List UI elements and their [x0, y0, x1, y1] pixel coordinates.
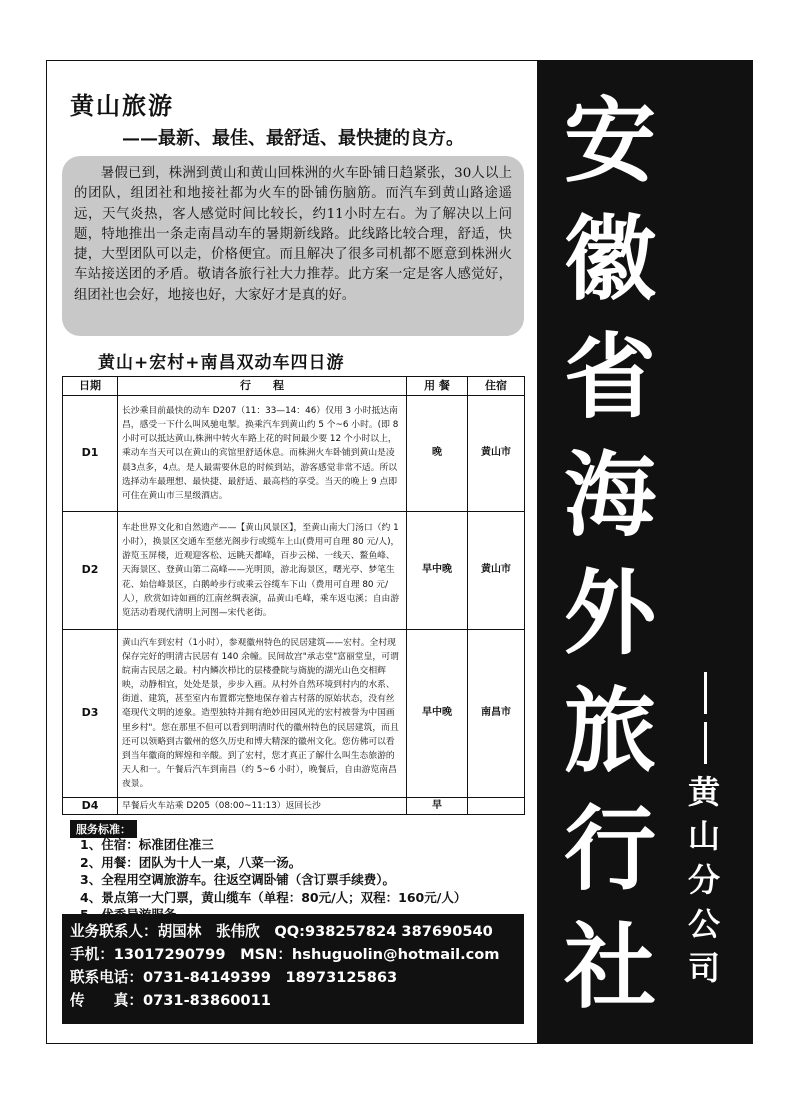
- agency-char: 行: [563, 795, 656, 903]
- dash-segment: [704, 722, 707, 764]
- branch-char: 公: [687, 905, 720, 943]
- header-stay: 住宿: [468, 377, 525, 396]
- day-cell: D3: [63, 630, 118, 798]
- day-cell: D1: [63, 396, 118, 512]
- branch-char: 分: [687, 861, 720, 899]
- branch-char: 黄: [687, 773, 720, 811]
- agency-char: 徽: [563, 205, 656, 313]
- service-list: [80, 836, 466, 924]
- day-cell: D4: [63, 798, 118, 815]
- branch-dash: [702, 672, 708, 772]
- table-row: [63, 396, 525, 512]
- table-row: [63, 512, 525, 630]
- desc-cell: 早餐后火车站乘 D205（08:00~11:13）返回长沙: [118, 798, 407, 815]
- stay-cell: 黄山市: [468, 396, 525, 512]
- desc-cell: 车赴世界文化和自然遗产——【黄山风景区】，至黄山南大门汤口（约 1 小时），换景区交通车至慈光阁步行或缆车上山(费用可自理 80 元/人)，游览玉屏楼，近观迎客松、远眺天都峰，百步云梯、一线天、鳌鱼峰、天海景区、登黄山第二高峰——光明顶，游北海景区，曙光亭、梦笔生花、始信峰景区，白鹅岭步行或乘云谷缆车下山（费用可自理 80 元/人），欣赏如诗如画的江南丝绸表演，品黄山毛峰，乘车返屯溪；自由游览活动看现代清明上河图—宋代老街。: [118, 512, 407, 630]
- contact-mobile: 手机：13017290799 MSN：hshuguolin@hotmail.com: [70, 946, 500, 963]
- agency-banner: [538, 60, 753, 1044]
- day-cell: D2: [63, 512, 118, 630]
- table-row: [63, 798, 525, 815]
- agency-name: [550, 82, 670, 1026]
- dash-segment: [704, 672, 707, 714]
- header-meals: 用 餐: [407, 377, 468, 396]
- agency-char: 社: [563, 913, 656, 1021]
- contact-person: 业务联系人：胡国林 张伟欣 QQ:938257824 387690540: [70, 923, 493, 940]
- header-date: 日期: [63, 377, 118, 396]
- contact-phone: 联系电话：0731-84149399 18973125863: [70, 969, 398, 986]
- stay-cell: 黄山市: [468, 512, 525, 630]
- contact-block: [62, 914, 524, 1024]
- list-item: 4、景点第一大门票，黄山缆车（单程：80元/人；双程：160元/人）: [80, 889, 467, 905]
- agency-char: 海: [563, 441, 656, 549]
- list-item: 2、用餐：团队为十人一桌，八菜一汤。: [80, 854, 302, 870]
- contact-fax: 传 真：0731-83860011: [70, 992, 271, 1009]
- main-title: 黄山旅游: [70, 91, 174, 120]
- agency-char: 外: [563, 559, 656, 667]
- itinerary-table: [62, 376, 525, 815]
- branch-char: 司: [687, 949, 720, 987]
- list-item: 1、住宿：标准团住准三: [80, 837, 214, 852]
- branch-name: [684, 770, 724, 990]
- meal-cell: 早中晚: [407, 512, 468, 630]
- table-row: [63, 630, 525, 798]
- meal-cell: 早: [407, 798, 468, 815]
- table-header-row: [63, 377, 525, 396]
- service-label: 服务标准：: [70, 820, 137, 838]
- meal-cell: 晚: [407, 396, 468, 512]
- agency-char: 安: [563, 87, 656, 195]
- stay-cell: [468, 798, 525, 815]
- stay-cell: 南昌市: [468, 630, 525, 798]
- intro-paragraph: 暑假已到，株洲到黄山和黄山回株洲的火车卧铺日趋紧张，30人以上的团队，组团社和地接社都为火车的卧铺伤脑筋。而汽车到黄山路途遥远，天气炎热，客人感觉时间比较长，约11小时左右。为了解决以上问题，特地推出一条走南昌动车的暑期新线路。此线路比较合理，舒适，快捷，大型团队可以走，价格便宜。而且解决了很多司机都不愿意到株洲火车站接送团的矛盾。敬请各旅行社大力推荐。此方案一定是客人感觉好，组团社也会好，地接也好，大家好才是真的好。: [62, 156, 524, 336]
- route-title: 黄山+宏村+南昌双动车四日游: [98, 353, 345, 373]
- agency-char: 省: [563, 323, 656, 431]
- desc-cell: 黄山汽车到宏村（1小时），参观徽州特色的民居建筑——宏村。全村现保存完好的明清古民居有 140 余幢。民间故宫"承志堂"富丽堂皇，可谓皖南古民居之最。村内鳞次栉比的层楼叠院与旖旎的湖光山色交相辉映，动静相宜，处处是景，步步入画。从村外自然环境到村内的水系、街道、建筑，甚至室内布置都完整地保存着古村落的原始状态，没有丝毫现代文明的迹象。造型独特并拥有绝妙田园风光的宏村被誉为中国画里乡村"。您在那里不但可以看到明清时代的徽州特色的民居建筑，而且还可以领略到古徽州的悠久历史和博大精深的徽州文化。您仿佛可以看到当年徽商的辉煌和辛酸。到了宏村，您才真正了解什么叫生态旅游的天人和一。午餐后汽车到南昌（约 5~6 小时），晚餐后，自由游览南昌夜景。: [118, 630, 407, 798]
- desc-cell: 长沙乘目前最快的动车 D207（11：33—14：46）仅用 3 小时抵达南昌，感受一下什么叫风驰电掣。换乘汽车到黄山约 5 个~6 小时。(即 8 小时可以抵达黄山,株洲中转火车路上花的时间最少要 12 个小时以上，乘动车当天可以在黄山的宾馆里舒适休息。而株洲火车卧铺到黄山是凌晨3点多，4点。是人最需要休息的时候到站，游客感觉非常不适。所以选择动车最理想、最快捷、最舒适、最高档的享受。当天的晚上 9 点即可住在黄山市三星级酒店。: [118, 396, 407, 512]
- branch-char: 山: [687, 817, 720, 855]
- agency-char: 旅: [563, 677, 656, 785]
- meal-cell: 早中晚: [407, 630, 468, 798]
- slogan: ——最新、最佳、最舒适、最快捷的良方。: [122, 128, 464, 149]
- list-item: 3、全程用空调旅游车。往返空调卧铺（含订票手续费）。: [80, 872, 395, 887]
- header-schedule: 行 程: [118, 377, 407, 396]
